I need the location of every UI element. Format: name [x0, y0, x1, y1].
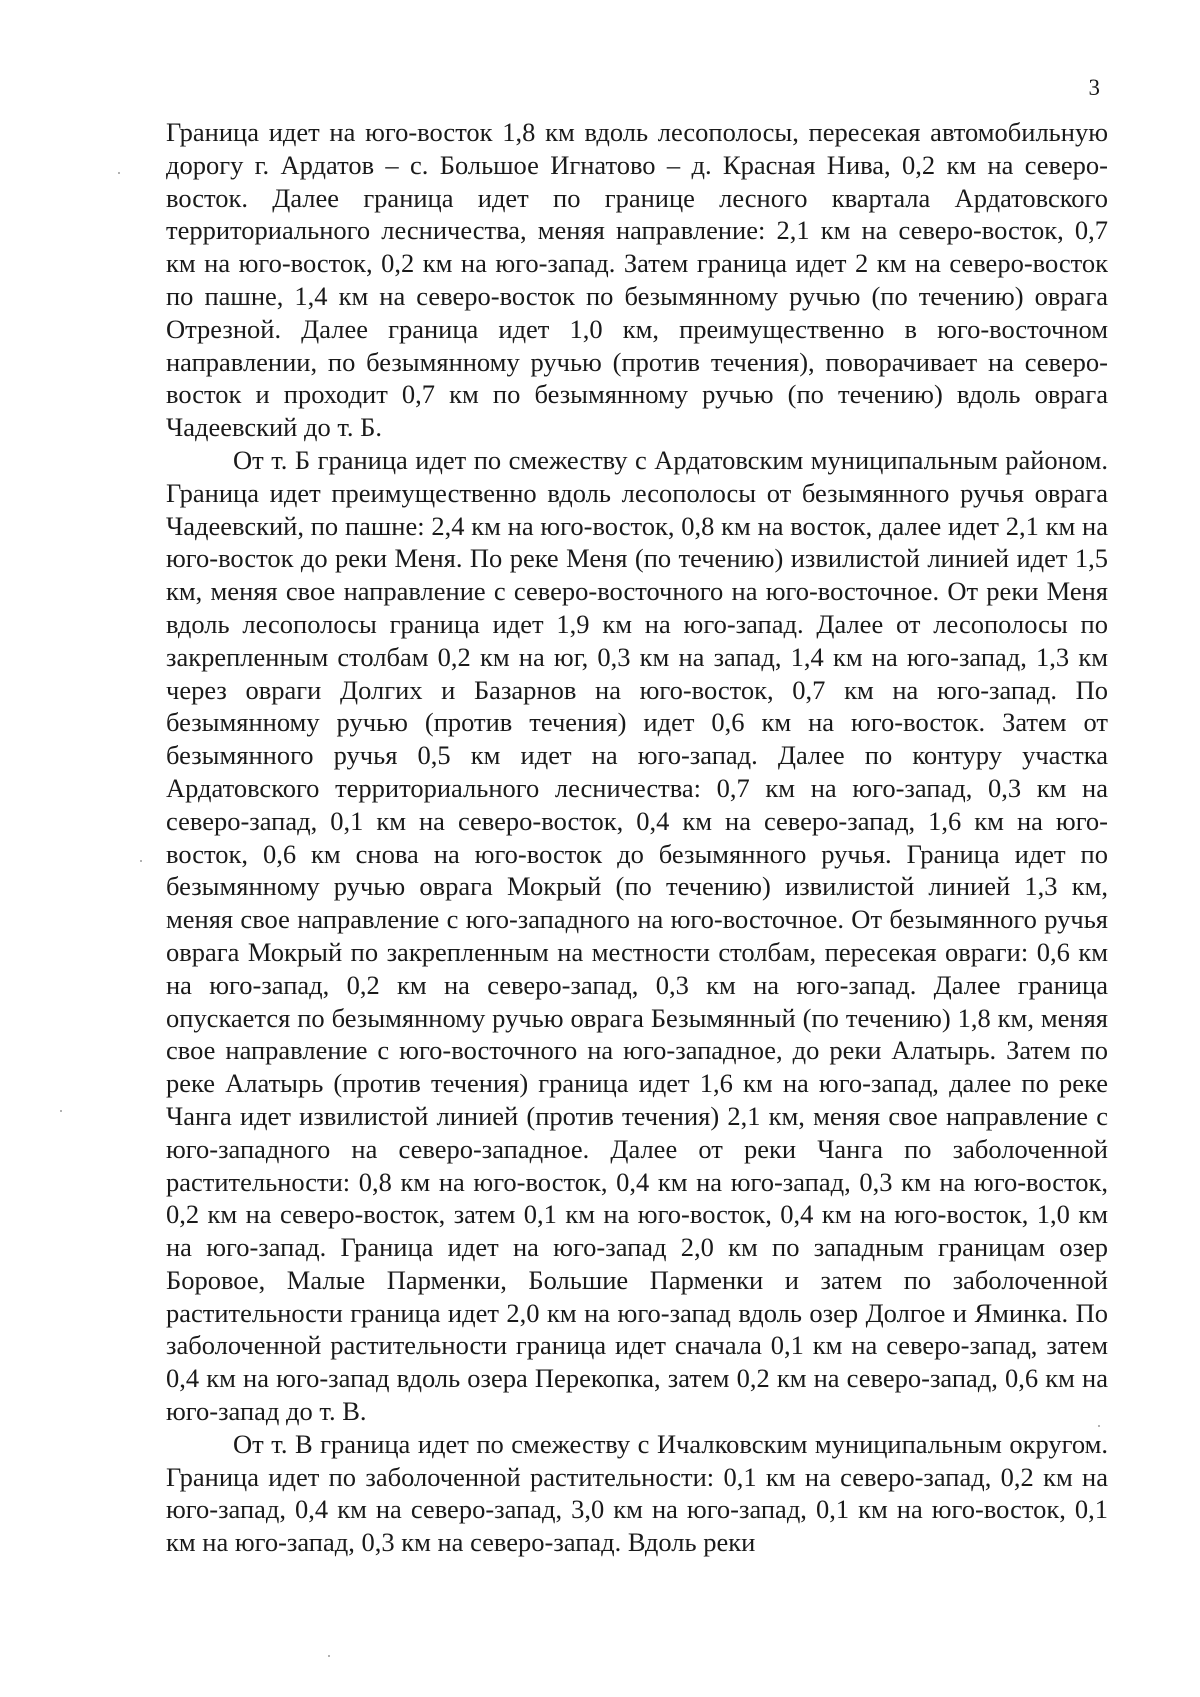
scan-speck	[328, 1655, 330, 1657]
paragraph-3: От т. В граница идет по смежеству с Ичалковским муниципальным округом. Граница идет по заболоченной растительности: 0,1 км на северо-запад, 0,2 км на юго-запад, 0,4 км на северо-запад, 3,0 км на юго-запад, 0,1 км на юго-восток, 0,1 км на юго-запад, 0,3 км на северо-запад. Вдоль реки	[166, 1428, 1108, 1558]
document-body	[166, 116, 1108, 1559]
paragraph-1: Граница идет на юго-восток 1,8 км вдоль лесополосы, пересекая автомобильную дорогу г. Ардатов – с. Большое Игнатово – д. Красная Нива, 0,2 км на северо-восток. Далее граница идет по границе лесного квартала Ардатовского территориального лесничества, меняя направление: 2,1 км на северо-восток, 0,7 км на юго-восток, 0,2 км на юго-запад. Затем граница идет 2 км на северо-восток по пашне, 1,4 км на северо-восток по безымянному ручью (по течению) оврага Отрезной. Далее граница идет 1,0 км, преимущественно в юго-восточном направлении, по безымянному ручью (против течения), поворачивает на северо-восток и проходит 0,7 км по безымянному ручью (по течению) вдоль оврага Чадеевский до т. Б.	[166, 117, 1108, 443]
paragraph-2: От т. Б граница идет по смежеству с Ардатовским муниципальным районом. Граница идет преимущественно вдоль лесополосы от безымянного ручья оврага Чадеевский, по пашне: 2,4 км на юго-восток, 0,8 км на восток, далее идет 2,1 км на юго-восток до реки Меня. По реке Меня (по течению) извилистой линией идет 1,5 км, меняя свое направление с северо-восточного на юго-восточное. От реки Меня вдоль лесополосы граница идет 1,9 км на юго-запад. Далее от лесополосы по закрепленным столбам 0,2 км на юг, 0,3 км на запад, 1,4 км на юго-запад, 1,3 км через овраги Долгих и Базарнов на юго-восток, 0,7 км на юго-запад. По безымянному ручью (против течения) идет 0,6 км на юго-восток. Затем от безымянного ручья 0,5 км идет на юго-запад. Далее по контуру участка Ардатовского территориального лесничества: 0,7 км на юго-запад, 0,3 км на северо-запад, 0,1 км на северо-восток, 0,4 км на северо-запад, 1,6 км на юго-восток, 0,6 км снова на юго-восток до безымянного ручья. Граница идет по безымянному ручью оврага Мокрый (по течению) извилистой линией 1,3 км, меняя свое направление с юго-западного на юго-восточное. От безымянного ручья оврага Мокрый по закрепленным на местности столбам, пересекая овраги: 0,6 км на юго-запад, 0,2 км на северо-запад, 0,3 км на юго-запад. Далее граница опускается по безымянному ручью оврага Безымянный (по течению) 1,8 км, меняя свое направление с юго-восточного на юго-западное, до реки Алатырь. Затем по реке Алатырь (против течения) граница идет 1,6 км на юго-запад, далее по реке Чанга идет извилистой линией (против течения) 2,1 км, меняя свое направление с юго-западного на северо-западное. Далее от реки Чанга по заболоченной растительности: 0,8 км на юго-восток, 0,4 км на юго-запад, 0,3 км на юго-восток, 0,2 км на северо-восток, затем 0,1 км на юго-восток, 0,4 км на юго-восток, 1,0 км на юго-запад. Граница идет на юго-запад 2,0 км по западным границам озер Боровое, Малые Парменки, Большие Парменки и затем по заболоченной растительности граница идет 2,0 км на юго-запад вдоль озер Долгое и Яминка. По заболоченной растительности граница идет сначала 0,1 км на северо-запад, затем 0,4 км на юго-запад вдоль озера Перекопка, затем 0,2 км на северо-запад, 0,6 км на юго-запад до т. В.	[166, 444, 1108, 1427]
scan-speck	[1098, 1425, 1100, 1427]
scan-speck	[118, 172, 120, 174]
scan-speck	[60, 1110, 62, 1112]
page-number: 3	[1088, 75, 1100, 100]
scan-speck	[140, 860, 142, 862]
